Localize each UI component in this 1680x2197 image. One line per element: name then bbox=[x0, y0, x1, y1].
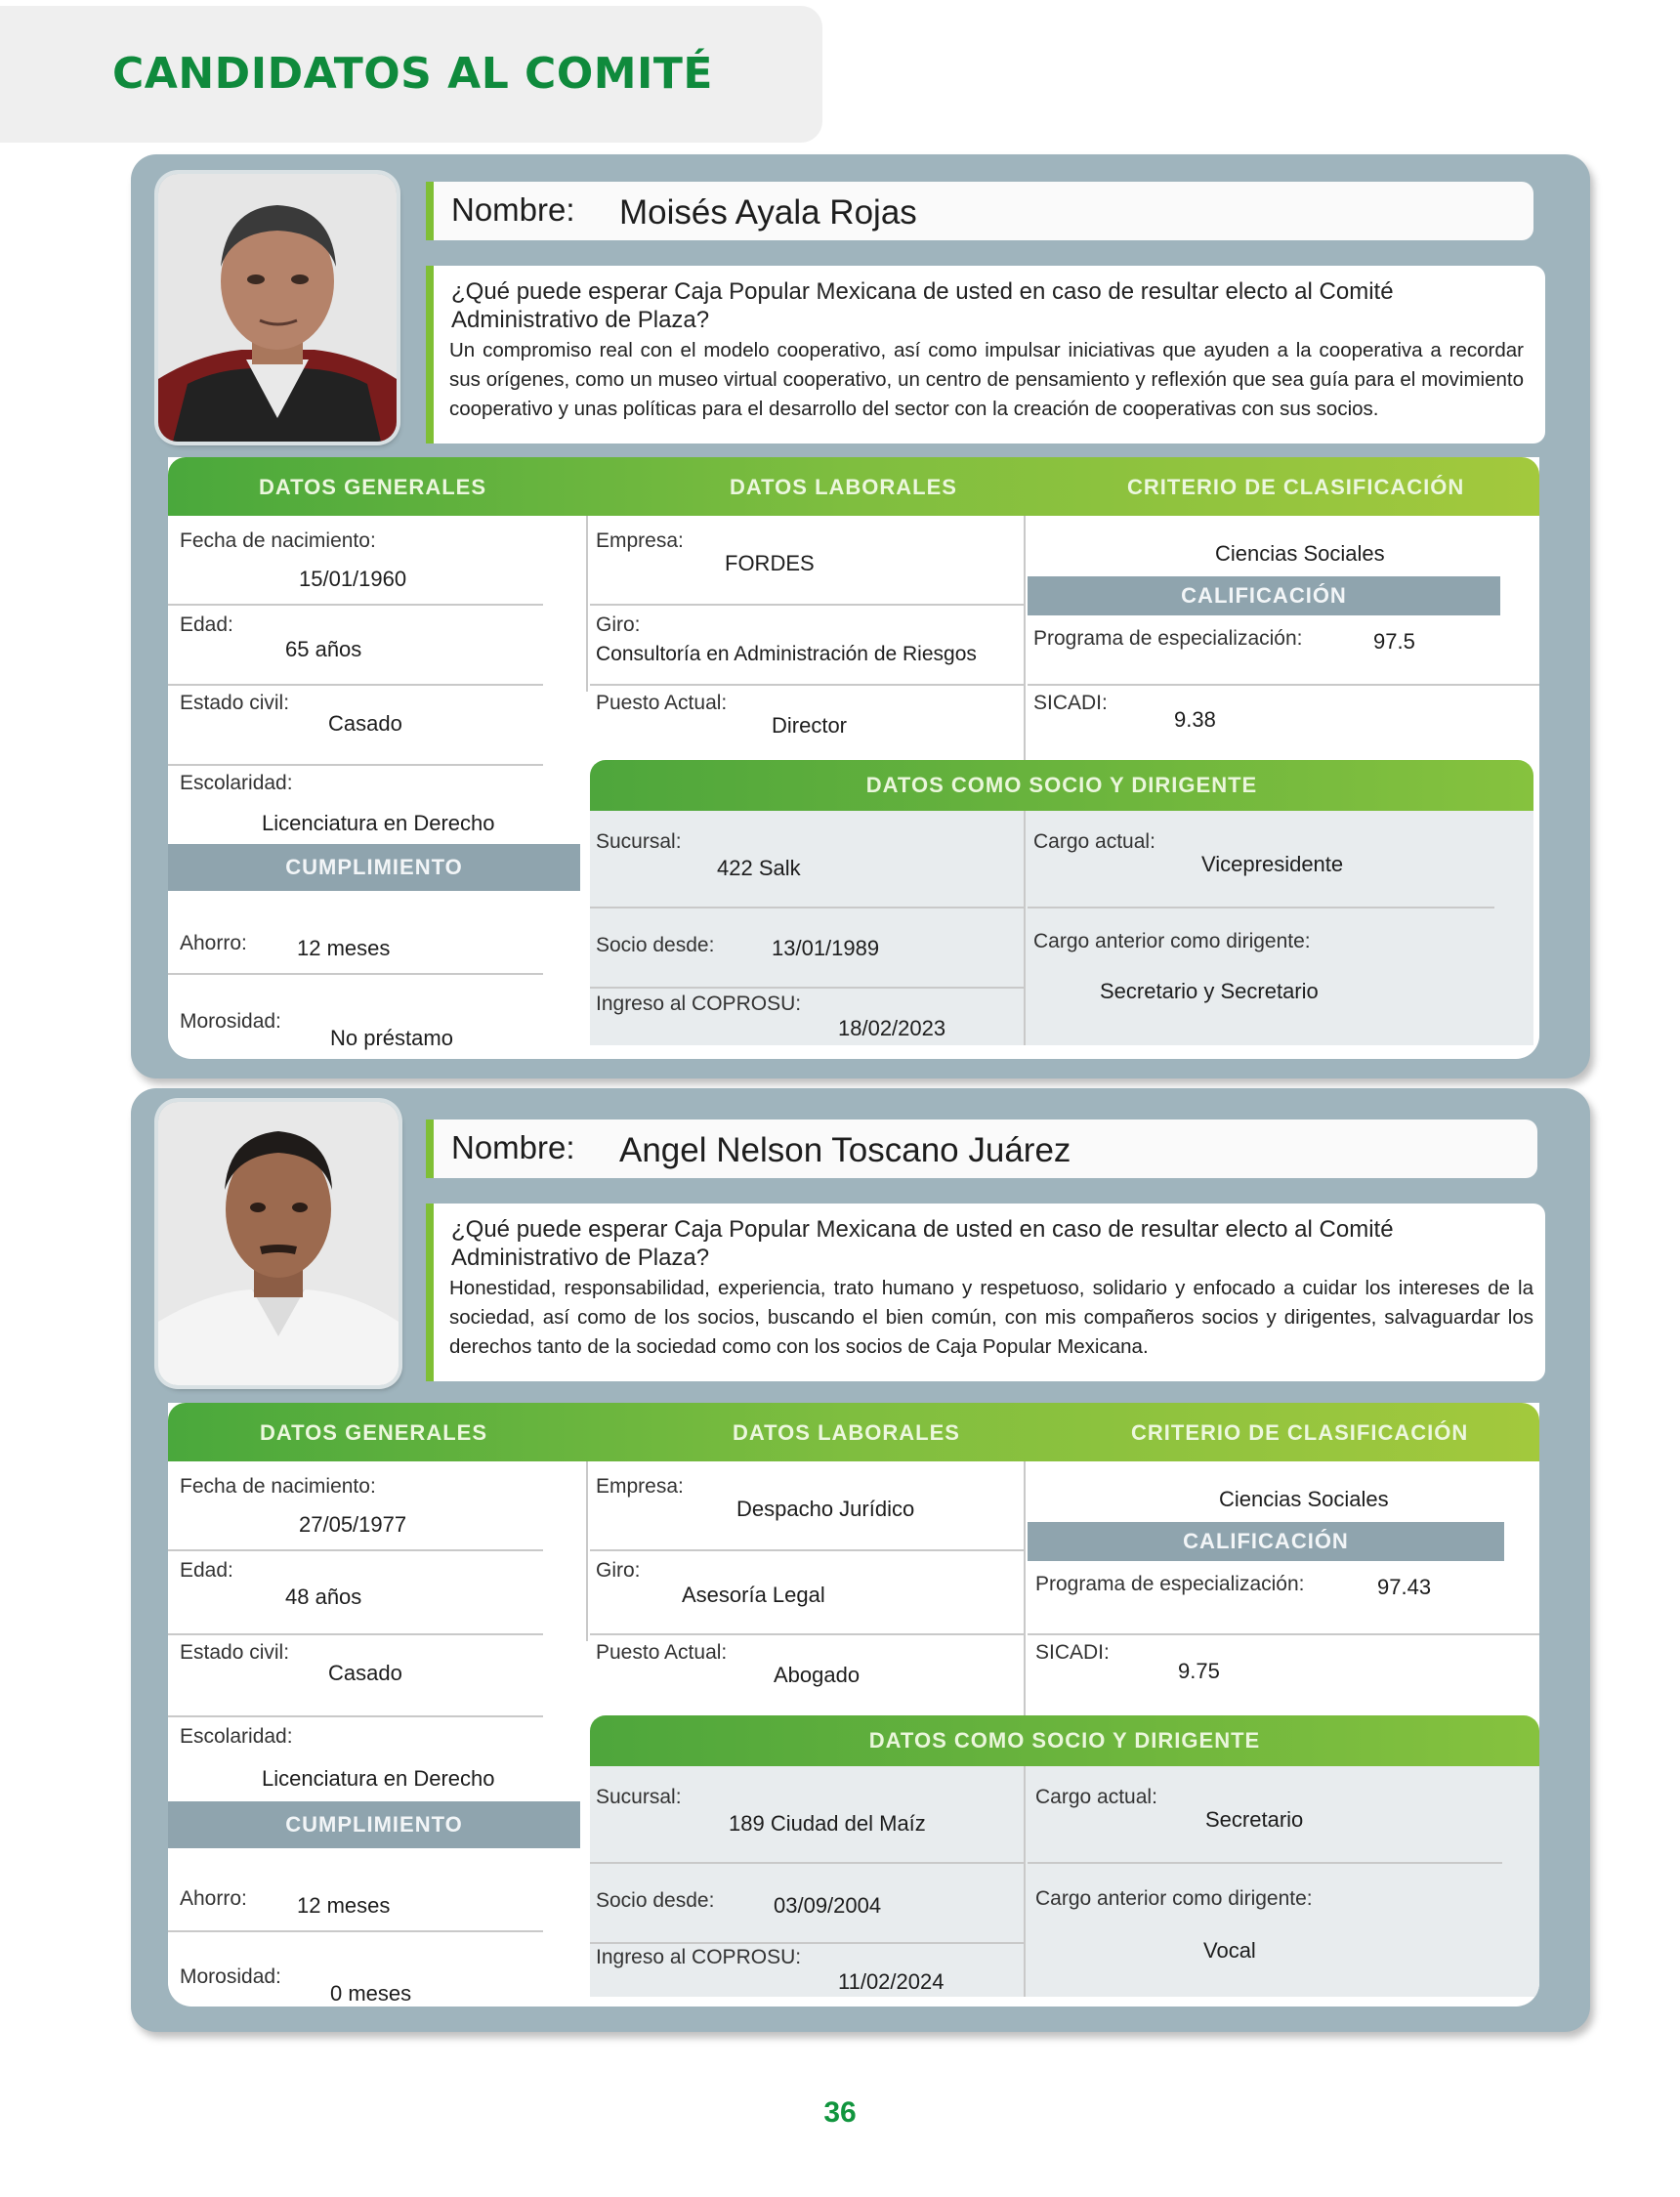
divider bbox=[590, 1862, 1024, 1864]
value-edad: 48 años bbox=[285, 1584, 362, 1609]
proposal-box bbox=[426, 266, 1545, 444]
value-cargo-actual: Secretario bbox=[1205, 1807, 1304, 1832]
candidate-name: Moisés Ayala Rojas bbox=[619, 193, 917, 232]
proposal-question: ¿Qué puede esperar Caja Popular Mexicana de usted en caso de resultar electo al Comité Administrativo de Plaza? bbox=[451, 1216, 1394, 1271]
divider bbox=[590, 907, 1024, 908]
value-fecha-nacimiento: 27/05/1977 bbox=[299, 1512, 407, 1537]
label-giro: Giro: bbox=[596, 1559, 641, 1582]
divider bbox=[168, 1930, 543, 1932]
divider bbox=[1024, 1766, 1026, 1997]
divider bbox=[168, 764, 543, 766]
candidate-card bbox=[131, 154, 1590, 1078]
divider bbox=[1024, 811, 1026, 1045]
divider bbox=[168, 604, 543, 606]
label-fecha-nacimiento: Fecha de nacimiento: bbox=[180, 529, 376, 552]
divider bbox=[1028, 1633, 1539, 1635]
header-datos-laborales: DATOS LABORALES bbox=[733, 1420, 960, 1445]
value-cargo-anterior: Vocal bbox=[1203, 1938, 1256, 1963]
label-sucursal: Sucursal: bbox=[596, 1786, 682, 1808]
value-puesto: Director bbox=[772, 713, 848, 738]
name-box bbox=[426, 182, 1533, 240]
value-estado-civil: Casado bbox=[328, 1661, 402, 1685]
value-empresa: FORDES bbox=[725, 551, 815, 575]
value-fecha-nacimiento: 15/01/1960 bbox=[299, 567, 407, 591]
label-cargo-anterior: Cargo anterior como dirigente: bbox=[1035, 1887, 1313, 1910]
value-puesto: Abogado bbox=[774, 1663, 861, 1687]
label-escolaridad: Escolaridad: bbox=[180, 1725, 293, 1748]
value-escolaridad: Licenciatura en Derecho bbox=[262, 811, 495, 835]
candidate-card bbox=[131, 1088, 1590, 2032]
label-sicadi: SICADI: bbox=[1035, 1641, 1110, 1664]
label-cargo-actual: Cargo actual: bbox=[1033, 830, 1155, 853]
divider bbox=[168, 1633, 543, 1635]
value-programa: 97.43 bbox=[1377, 1575, 1432, 1599]
value-sucursal: 422 Salk bbox=[717, 856, 801, 880]
label-cargo-anterior: Cargo anterior como dirigente: bbox=[1033, 930, 1311, 952]
value-ahorro: 12 meses bbox=[297, 936, 391, 960]
label-edad: Edad: bbox=[180, 1559, 233, 1582]
label-programa: Programa de especialización: bbox=[1033, 627, 1303, 650]
value-criterio: Ciencias Sociales bbox=[1215, 541, 1385, 566]
label-estado-civil: Estado civil: bbox=[180, 692, 290, 714]
label-estado-civil: Estado civil: bbox=[180, 1641, 290, 1664]
divider bbox=[168, 684, 543, 686]
value-sicadi: 9.38 bbox=[1174, 707, 1216, 732]
value-socio-desde: 13/01/1989 bbox=[772, 936, 880, 960]
value-sucursal: 189 Ciudad del Maíz bbox=[729, 1811, 926, 1836]
candidate-data-table bbox=[168, 1403, 1539, 2007]
value-criterio: Ciencias Sociales bbox=[1219, 1487, 1389, 1511]
header-datos-generales: DATOS GENERALES bbox=[260, 1420, 487, 1445]
name-box bbox=[426, 1120, 1537, 1178]
divider bbox=[590, 1633, 1024, 1635]
divider bbox=[590, 684, 1024, 686]
label-empresa: Empresa: bbox=[596, 529, 684, 552]
header-datos-socio: DATOS COMO SOCIO Y DIRIGENTE bbox=[590, 1715, 1539, 1766]
header-cumplimiento: CUMPLIMIENTO bbox=[168, 844, 580, 891]
candidate-name: Angel Nelson Toscano Juárez bbox=[619, 1131, 1071, 1169]
divider bbox=[590, 1942, 1024, 1944]
label-escolaridad: Escolaridad: bbox=[180, 772, 293, 794]
divider bbox=[586, 516, 588, 692]
value-edad: 65 años bbox=[285, 637, 362, 661]
header-datos-socio: DATOS COMO SOCIO Y DIRIGENTE bbox=[590, 760, 1533, 811]
divider bbox=[1028, 1862, 1502, 1864]
label-ingreso: Ingreso al COPROSU: bbox=[596, 1946, 802, 1968]
label-socio-desde: Socio desde: bbox=[596, 934, 715, 956]
value-giro: Consultoría en Administración de Riesgos bbox=[596, 643, 977, 665]
divider bbox=[1028, 684, 1539, 686]
label-ingreso: Ingreso al COPROSU: bbox=[596, 993, 802, 1015]
name-label: Nombre: bbox=[451, 1129, 575, 1165]
header-calificacion: CALIFICACIÓN bbox=[1028, 576, 1500, 615]
header-cumplimiento: CUMPLIMIENTO bbox=[168, 1801, 580, 1848]
value-ingreso: 18/02/2023 bbox=[838, 1016, 946, 1040]
proposal-box bbox=[426, 1204, 1545, 1381]
value-escolaridad: Licenciatura en Derecho bbox=[262, 1766, 495, 1791]
label-puesto: Puesto Actual: bbox=[596, 1641, 728, 1664]
value-giro: Asesoría Legal bbox=[682, 1583, 825, 1607]
divider bbox=[1024, 516, 1026, 760]
value-ahorro: 12 meses bbox=[297, 1893, 391, 1918]
label-empresa: Empresa: bbox=[596, 1475, 684, 1498]
value-morosidad: No préstamo bbox=[330, 1026, 453, 1050]
header-datos-laborales: DATOS LABORALES bbox=[730, 475, 957, 499]
name-label: Nombre: bbox=[451, 191, 575, 228]
header-criterio: CRITERIO DE CLASIFICACIÓN bbox=[1131, 1420, 1469, 1445]
value-empresa: Despacho Jurídico bbox=[736, 1497, 915, 1521]
label-ahorro: Ahorro: bbox=[180, 932, 247, 954]
header-datos-generales: DATOS GENERALES bbox=[259, 475, 486, 499]
label-fecha-nacimiento: Fecha de nacimiento: bbox=[180, 1475, 376, 1498]
label-giro: Giro: bbox=[596, 613, 641, 636]
divider bbox=[590, 987, 1024, 989]
divider bbox=[586, 1461, 588, 1641]
divider bbox=[1024, 1461, 1026, 1717]
divider bbox=[590, 1549, 1024, 1551]
proposal-answer: Honestidad, responsabilidad, experiencia, trato humano y respetuoso, solidario y enfocado a cuidar los intereses de la sociedad, así como de los socios, buscando el bien común, con mis compañeros socios y dirigentes, salvaguardar los derechos tanto de la sociedad como con los socios de Caja Popular Mexicana. bbox=[449, 1277, 1533, 1358]
header-criterio: CRITERIO DE CLASIFICACIÓN bbox=[1127, 475, 1465, 499]
value-sicadi: 9.75 bbox=[1178, 1659, 1220, 1683]
value-cargo-actual: Vicepresidente bbox=[1201, 852, 1344, 876]
divider bbox=[168, 1715, 543, 1717]
value-estado-civil: Casado bbox=[328, 711, 402, 736]
label-edad: Edad: bbox=[180, 613, 233, 636]
page-number: 36 bbox=[823, 2096, 857, 2129]
label-puesto: Puesto Actual: bbox=[596, 692, 728, 714]
value-cargo-anterior: Secretario y Secretario bbox=[1100, 979, 1319, 1003]
label-morosidad: Morosidad: bbox=[180, 1010, 281, 1033]
label-morosidad: Morosidad: bbox=[180, 1965, 281, 1988]
label-cargo-actual: Cargo actual: bbox=[1035, 1786, 1157, 1808]
value-socio-desde: 03/09/2004 bbox=[774, 1893, 882, 1918]
page-title: CANDIDATOS AL COMITÉ bbox=[112, 49, 713, 99]
value-ingreso: 11/02/2024 bbox=[838, 1969, 945, 1994]
divider bbox=[168, 1549, 543, 1551]
label-sucursal: Sucursal: bbox=[596, 830, 682, 853]
proposal-question: ¿Qué puede esperar Caja Popular Mexicana de usted en caso de resultar electo al Comité Administrativo de Plaza? bbox=[451, 278, 1394, 333]
proposal-answer: Un compromiso real con el modelo cooperativo, así como impulsar iniciativas que ayuden a la cooperativa a recordar sus orígenes, como un museo virtual cooperativo, un centro de pensamiento y reflexión que sea guía para el movimiento cooperativo y unas políticas para el desarrollo del sector con la creación de cooperativas con sus socios. bbox=[449, 339, 1524, 420]
label-ahorro: Ahorro: bbox=[180, 1887, 247, 1910]
label-programa: Programa de especialización: bbox=[1035, 1573, 1305, 1595]
value-programa: 97.5 bbox=[1373, 629, 1415, 654]
divider bbox=[590, 604, 1024, 606]
label-sicadi: SICADI: bbox=[1033, 692, 1108, 714]
divider bbox=[1028, 907, 1494, 908]
header-calificacion: CALIFICACIÓN bbox=[1028, 1522, 1504, 1561]
divider bbox=[168, 973, 543, 975]
candidate-photo bbox=[158, 174, 397, 442]
candidate-photo bbox=[158, 1102, 399, 1385]
label-socio-desde: Socio desde: bbox=[596, 1889, 715, 1912]
candidate-data-table bbox=[168, 457, 1539, 1059]
value-morosidad: 0 meses bbox=[330, 1981, 412, 2006]
